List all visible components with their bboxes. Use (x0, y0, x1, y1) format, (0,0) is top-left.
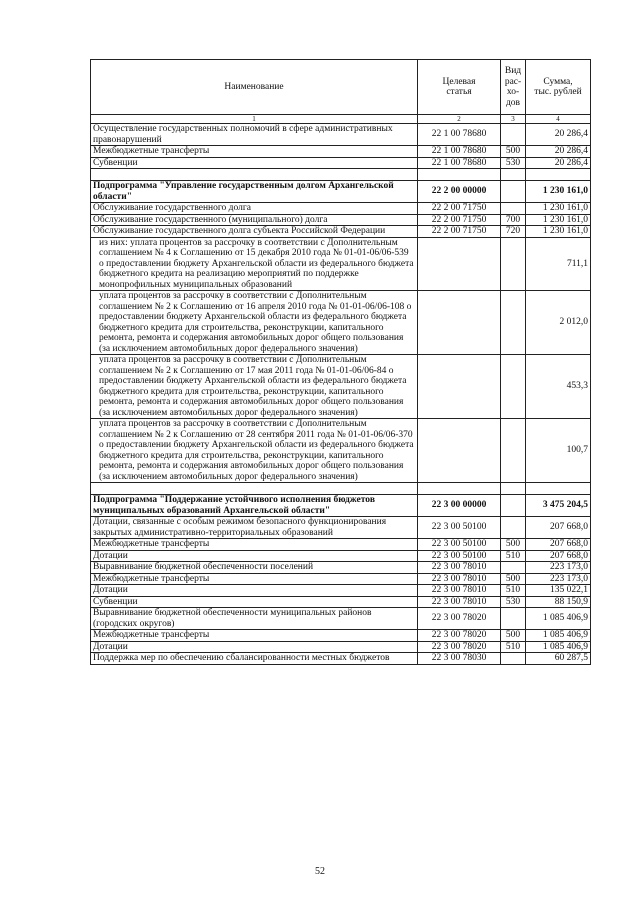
row-sum: 1 230 161,0 (526, 203, 591, 215)
spacer-row (91, 483, 591, 495)
table-row (91, 214, 591, 226)
row-name: Дотации (91, 585, 418, 597)
table-row (91, 157, 591, 169)
row-name: Подпрограмма "Поддержание устойчивого исполнения бюджетов муниципальных образований Архангельской области" (91, 495, 418, 517)
budget-table (90, 59, 591, 665)
row-sum: 3 475 204,5 (526, 495, 591, 517)
row-name: Межбюджетные трансферты (91, 630, 418, 642)
row-sum: 20 286,4 (526, 146, 591, 158)
row-sum: 207 668,0 (526, 539, 591, 551)
table-row (91, 585, 591, 597)
row-code (418, 237, 501, 291)
row-name: Выравнивание бюджетной обеспеченности поселений (91, 562, 418, 574)
row-code: 22 1 00 78680 (418, 146, 501, 158)
row-vid: 510 (501, 585, 526, 597)
row-code: 22 3 00 00000 (418, 495, 501, 517)
table-row (91, 573, 591, 585)
row-sum: 2 012,0 (526, 291, 591, 355)
row-sum: 207 668,0 (526, 550, 591, 562)
row-code (418, 291, 501, 355)
row-name: Межбюджетные трансферты (91, 539, 418, 551)
row-name: Дотации (91, 641, 418, 653)
row-sum: 1 085 406,9 (526, 608, 591, 630)
table-row (91, 630, 591, 642)
row-vid: 500 (501, 146, 526, 158)
row-sum: 223 173,0 (526, 562, 591, 574)
table-row (91, 291, 591, 355)
row-name: Подпрограмма "Управление государственным долгом Архангельской области" (91, 181, 418, 203)
table-row (91, 226, 591, 238)
row-vid: 500 (501, 573, 526, 585)
row-name: Обслуживание государственного долга (91, 203, 418, 215)
row-sum: 453,3 (526, 355, 591, 419)
table-row (91, 203, 591, 215)
row-name: Обслуживание государственного (муниципального) долга (91, 214, 418, 226)
table-row (91, 419, 591, 483)
table-row (91, 596, 591, 608)
row-name: Обслуживание государственного долга субъекта Российской Федерации (91, 226, 418, 238)
row-code (418, 419, 501, 483)
row-vid: 510 (501, 641, 526, 653)
row-name: Поддержка мер по обеспечению сбалансированности местных бюджетов (91, 653, 418, 665)
header-sum-line2: тыс. рублей (534, 87, 582, 97)
table-row (91, 517, 591, 539)
row-code: 22 3 00 78010 (418, 573, 501, 585)
row-vid (501, 495, 526, 517)
row-sum: 1 230 161,0 (526, 226, 591, 238)
header-sum-line1: Сумма, (543, 76, 573, 87)
row-sum: 20 286,4 (526, 124, 591, 146)
row-code: 22 3 00 78010 (418, 596, 501, 608)
row-vid (501, 203, 526, 215)
row-name: Субвенции (91, 157, 418, 169)
row-sum: 135 022,1 (526, 585, 591, 597)
column-number: 3 (501, 115, 526, 124)
row-sum: 88 150,9 (526, 596, 591, 608)
row-code: 22 3 00 78020 (418, 608, 501, 630)
row-code: 22 3 00 78030 (418, 653, 501, 665)
row-sum: 207 668,0 (526, 517, 591, 539)
row-vid: 530 (501, 596, 526, 608)
table-row (91, 641, 591, 653)
row-vid: 720 (501, 226, 526, 238)
column-number-row (91, 115, 591, 124)
row-vid: 530 (501, 157, 526, 169)
row-vid: 500 (501, 539, 526, 551)
row-vid: 700 (501, 214, 526, 226)
page-number: 52 (315, 866, 325, 877)
row-code: 22 2 00 71750 (418, 226, 501, 238)
row-sum: 711,1 (526, 237, 591, 291)
table-row (91, 355, 591, 419)
table-row (91, 562, 591, 574)
row-name: Межбюджетные трансферты (91, 573, 418, 585)
row-code: 22 1 00 78680 (418, 157, 501, 169)
table-row (91, 181, 591, 203)
row-code (418, 355, 501, 419)
row-code: 22 3 00 78020 (418, 641, 501, 653)
table-header-row (91, 60, 591, 115)
row-sum: 60 287,5 (526, 653, 591, 665)
row-vid (501, 562, 526, 574)
row-sum: 1 230 161,0 (526, 214, 591, 226)
column-number: 2 (418, 115, 501, 124)
header-target-line1: Целевая (442, 76, 476, 87)
row-code: 22 3 00 50100 (418, 539, 501, 551)
row-sum: 100,7 (526, 419, 591, 483)
row-sum: 1 085 406,9 (526, 630, 591, 642)
column-number: 1 (91, 115, 418, 124)
table-row (91, 237, 591, 291)
table-row (91, 653, 591, 665)
row-name: Выравнивание бюджетной обеспеченности муниципальных районов (городских округов) (91, 608, 418, 630)
header-target-line2: статья (446, 87, 472, 97)
row-sum: 20 286,4 (526, 157, 591, 169)
row-name: уплата процентов за рассрочку в соответствии с Дополнительным соглашением № 2 к Соглашению от 16 апреля 2010 года № 01-01-06/06-108 о предоставлении бюджету Архангельской области из федерального бюджета бюджетного кредита для строительства, реконструкции, капитального ремонта, ремонта и содержания автомобильных дорог общего пользования (за исключением автомобильных дорог федерального значения) (91, 291, 418, 355)
budget-table-sheet (90, 59, 590, 665)
row-name: уплата процентов за рассрочку в соответствии с Дополнительным соглашением № 2 к Соглашению от 17 мая 2011 года № 01-01-06/06-84 о предоставлении бюджету Архангельской области из федерального бюджета бюджетного кредита для строительства, реконструкции, капитального ремонта, ремонта и содержания автомобильных дорог общего пользования (за исключением автомобильных дорог федерального значения) (91, 355, 418, 419)
row-code: 22 2 00 00000 (418, 181, 501, 203)
header-name: Наименование (91, 60, 418, 115)
row-sum: 223 173,0 (526, 573, 591, 585)
row-code: 22 3 00 78010 (418, 562, 501, 574)
table-row (91, 495, 591, 517)
row-vid (501, 291, 526, 355)
header-vid-line1: Вид (504, 66, 522, 76)
row-sum: 1 230 161,0 (526, 181, 591, 203)
header-sum (526, 60, 591, 115)
row-name: Субвенции (91, 596, 418, 608)
row-code: 22 3 00 50100 (418, 550, 501, 562)
row-code: 22 2 00 71750 (418, 214, 501, 226)
row-code: 22 3 00 78010 (418, 585, 501, 597)
row-vid (501, 419, 526, 483)
row-vid (501, 517, 526, 539)
table-row (91, 550, 591, 562)
row-name: Межбюджетные трансферты (91, 146, 418, 158)
header-target (418, 60, 501, 115)
table-row (91, 124, 591, 146)
row-code: 22 3 00 50100 (418, 517, 501, 539)
row-vid (501, 355, 526, 419)
table-row (91, 608, 591, 630)
row-vid (501, 181, 526, 203)
row-sum: 1 085 406,9 (526, 641, 591, 653)
row-vid: 510 (501, 550, 526, 562)
row-name: Осуществление государственных полномочий в сфере административных правонарушений (91, 124, 418, 146)
table-row (91, 539, 591, 551)
header-vid-line4: дов (505, 97, 521, 108)
row-vid (501, 608, 526, 630)
header-vid (501, 60, 526, 115)
table-row (91, 146, 591, 158)
row-vid (501, 124, 526, 146)
column-number: 4 (526, 115, 591, 124)
row-vid (501, 237, 526, 291)
row-name: Дотации, связанные с особым режимом безопасного функционирования закрытых административно-территориальных образований (91, 517, 418, 539)
row-vid: 500 (501, 630, 526, 642)
header-vid-line3: хо- (506, 87, 520, 97)
row-name: уплата процентов за рассрочку в соответствии с Дополнительным соглашением № 2 к Соглашению от 28 сентября 2011 года № 01-01-06/06-370 о предоставлении бюджету Архангельской области из федерального бюджета бюджетного кредита для строительства, реконструкции, капитального ремонта, ремонта и содержания автомобильных дорог общего пользования (за исключением автомобильных дорог федерального значения) (91, 419, 418, 483)
row-code: 22 3 00 78020 (418, 630, 501, 642)
row-code: 22 1 00 78680 (418, 124, 501, 146)
spacer-row (91, 169, 591, 181)
row-code: 22 2 00 71750 (418, 203, 501, 215)
row-vid (501, 653, 526, 665)
header-vid-line2: рас- (504, 76, 522, 87)
row-name: Дотации (91, 550, 418, 562)
row-name: из них: уплата процентов за рассрочку в соответствии с Дополнительным соглашением № 4 к Соглашению от 15 декабря 2010 года № 01-01-06/06-539 о предоставлении бюджету Архангельской области из федерального бюджета бюджетного кредита на реализацию мероприятий по поддержке монопрофильных муниципальных образований (91, 237, 418, 291)
